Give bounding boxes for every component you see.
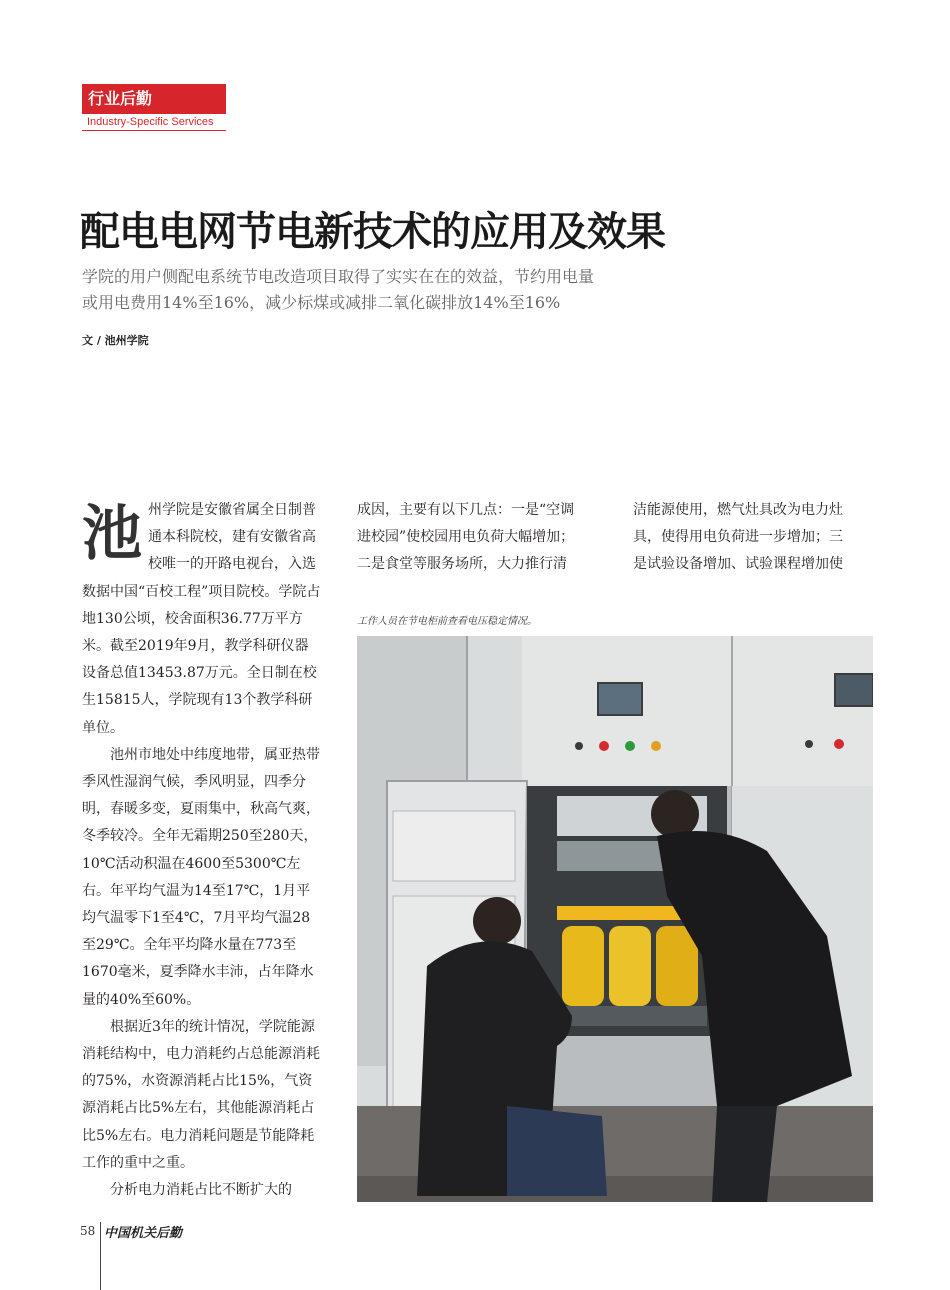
- dropcap: 池: [82, 499, 142, 569]
- photo-illustration: [357, 636, 873, 1202]
- body-paragraph: 根据近3年的统计情况，学院能源消耗结构中，电力消耗约占总能源消耗的75%，水资源消耗占比15%，气资源消耗占比5%左右，其他能源消耗占比5%左右。电力消耗问题是节能降耗工作的重中之重。: [82, 1018, 320, 1171]
- journal-name: 中国机关后勤: [104, 1226, 183, 1241]
- subtitle-line: 或用电费用14%至16%，减少标煤或减排二氧化碳排放14%至16%: [82, 293, 561, 312]
- section-name-en: Industry-Specific Services: [82, 114, 226, 131]
- section-name-cn: 行业后勤: [82, 84, 226, 114]
- body-line: 二是食堂等服务场所，大力推行清: [357, 556, 567, 573]
- body-line: 是试验设备增加、试验课程增加使: [633, 556, 843, 573]
- byline: 文 / 池州学院: [82, 334, 149, 347]
- subtitle-line: 学院的用户侧配电系统节电改造项目取得了实实在在的效益，节约用电量: [82, 267, 595, 286]
- body-column-2: [357, 497, 597, 579]
- body-paragraph: 分析电力消耗占比不断扩大的: [110, 1182, 292, 1199]
- body-line: 成因，主要有以下几点：一是“空调: [357, 502, 575, 518]
- body-line: 进校园”使校园用电负荷大幅增加；: [357, 529, 575, 546]
- photo-caption: 工作人员在节电柜前查看电压稳定情况。: [357, 616, 537, 627]
- article-photo: [357, 636, 873, 1202]
- article-title: 配电电网节电新技术的应用及效果: [80, 209, 665, 255]
- section-tag: [82, 84, 226, 131]
- paragraph-text: 州学院是安徽省属全日制普通本科院校，建有安徽省高校唯一的开路电视台，入选数据中国“百校工程”项目院校。学院占地130公顷，校舍面积36.77万平方米。截至2019年9月，教学科研仪器设备总值13453.87万元。全日制在校生15815人，学院现有13个教学科研单位。: [82, 502, 321, 736]
- body-column-3: [633, 497, 873, 579]
- article-subtitle: [82, 264, 722, 316]
- footer-rule: [100, 1222, 101, 1290]
- body-column-1: [82, 497, 322, 1204]
- page-number: 58: [80, 1224, 96, 1238]
- body-paragraph: 池州市地处中纬度地带，属亚热带季风性湿润气候，季风明显，四季分明，春暖多变，夏雨集中，秋高气爽，冬季较冷。全年无霜期250至280天，10℃活动积温在4600至5300℃左右。年平均气温为14至17℃，1月平均气温零下1至4℃，7月平均气温28至29℃。全年平均降水量在773至1670毫米，夏季降水丰沛，占年降水量的40%至60%。: [82, 746, 320, 1008]
- body-line: 洁能源使用，燃气灶具改为电力灶: [633, 502, 843, 518]
- body-paragraph: [82, 497, 322, 742]
- body-line: 具，使得用电负荷进一步增加；三: [633, 529, 843, 546]
